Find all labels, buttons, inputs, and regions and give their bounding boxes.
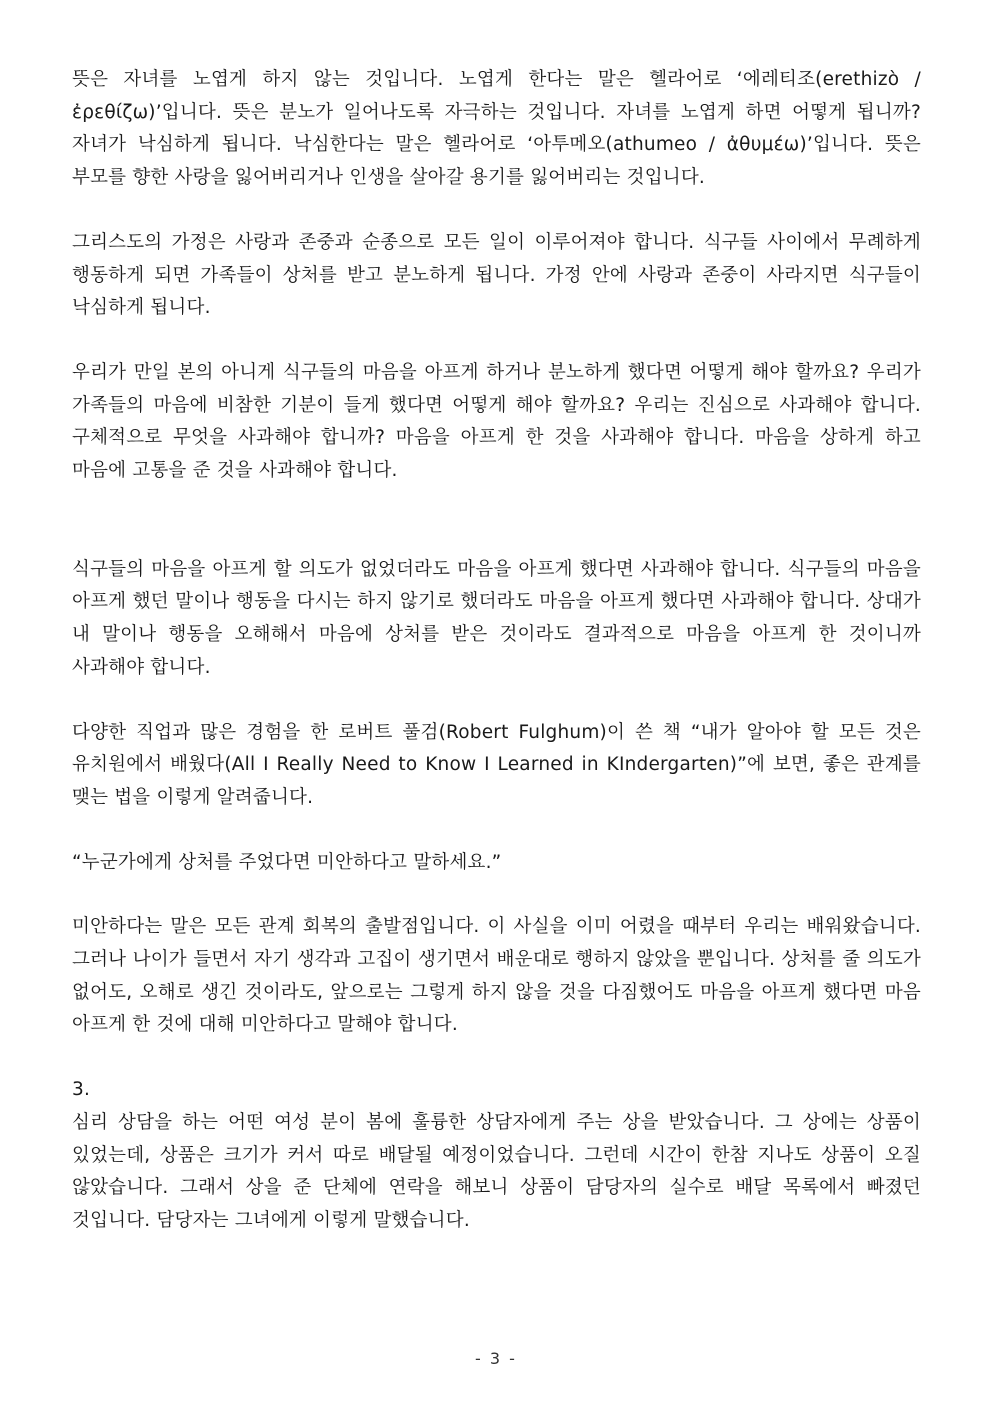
paragraph-apologize: 우리가 만일 본의 아니게 식구들의 마음을 아프게 하거나 분노하게 했다면 어떻게 해야 할까요? 우리가 가족들의 마음에 비참한 기분이 들게 했다면 어떻게 해야 할까요? 우리는 진심으로 사과해야 합니다. 구체적으로 무엇을 사과해야 합니까? 마음을 아프게 한 것을 사과해야 합니다. 마음을 상하게 하고 마음에 고통을 준 것을 사과해야 합니다. — [72, 361, 921, 482]
section-number: 3. — [72, 1079, 91, 1101]
paragraph-counselor-award: 심리 상담을 하는 어떤 여성 분이 봄에 훌륭한 상담자에게 주는 상을 받았습니다. 그 상에는 상품이 있었는데, 상품은 크기가 커서 따로 배달될 예정이었습니다. 그런데 시간이 한참 지나도 상품이 오질 않았습니다. 그래서 상을 준 단체에 연락을 해보니 상품이 담당자의 실수로 배달 목록에서 빠졌던 것입니다. 담당자는 그녀에게 이렇게 말했습니다. — [72, 1111, 921, 1231]
paragraph-fulghum-book: 다양한 직업과 많은 경험을 한 로버트 풀검(Robert Fulghum)이 쓴 책 “내가 알아야 할 모든 것은 유치원에서 배웠다(All I Really Need to Know I Learned in KIndergarten)”에 보면, 좋은 관계를 맺는 법을 이렇게 알려줍니다. — [72, 721, 921, 808]
paragraph-unintended-hurt: 식구들의 마음을 아프게 할 의도가 없었더라도 마음을 아프게 했다면 사과해야 합니다. 식구들의 마음을 아프게 했던 말이나 행동을 다시는 하지 않기로 했더라도 마음을 아프게 했다면 사과해야 합니다. 상대가 내 말이나 행동을 오해해서 마음에 상처를 받은 것이라도 결과적으로 마음을 아프게 한 것이니까 사과해야 합니다. — [72, 558, 921, 678]
paragraph-christian-home: 그리스도의 가정은 사랑과 존중과 순종으로 모든 일이 이루어져야 합니다. 식구들 사이에서 무례하게 행동하게 되면 가족들이 상처를 받고 분노하게 됩니다. 가정 안에 사랑과 존중이 사라지면 식구들이 낙심하게 됩니다. — [72, 231, 921, 319]
page-number: - 3 - — [475, 1349, 517, 1368]
paragraph-erethizo: 뜻은 자녀를 노엽게 하지 않는 것입니다. 노엽게 한다는 말은 헬라어로 ‘에레티조(erethizò / ἐρεθίζω)’입니다. 뜻은 분노가 일어나도록 자극하는 것입니다. 자녀를 노엽게 하면 어떻게 됩니까? 자녀가 낙심하게 됩니다. 낙심한다는 말은 헬라어로 ‘아투메오(athumeo / ἀθυμέω)’입니다. 뜻은 부모를 향한 사랑을 잃어버리거나 인생을 살아갈 용기를 잃어버리는 것입니다. — [72, 69, 921, 189]
document-body — [72, 64, 921, 1238]
paragraph-quote: “누군가에게 상처를 주었다면 미안하다고 말하세요.” — [72, 851, 502, 873]
paragraph-sorry-starting-point: 미안하다는 말은 모든 관계 회복의 출발점입니다. 이 사실을 이미 어렸을 때부터 우리는 배워왔습니다. 그러나 나이가 들면서 자기 생각과 고집이 생기면서 배운대로 행하지 않았을 뿐입니다. 상처를 줄 의도가 없어도, 오해로 생긴 것이라도, 앞으로는 그렇게 하지 않을 것을 다짐했어도 마음을 아프게 했다면 마음 아프게 한 것에 대해 미안하다고 말해야 합니다. — [72, 916, 921, 1036]
